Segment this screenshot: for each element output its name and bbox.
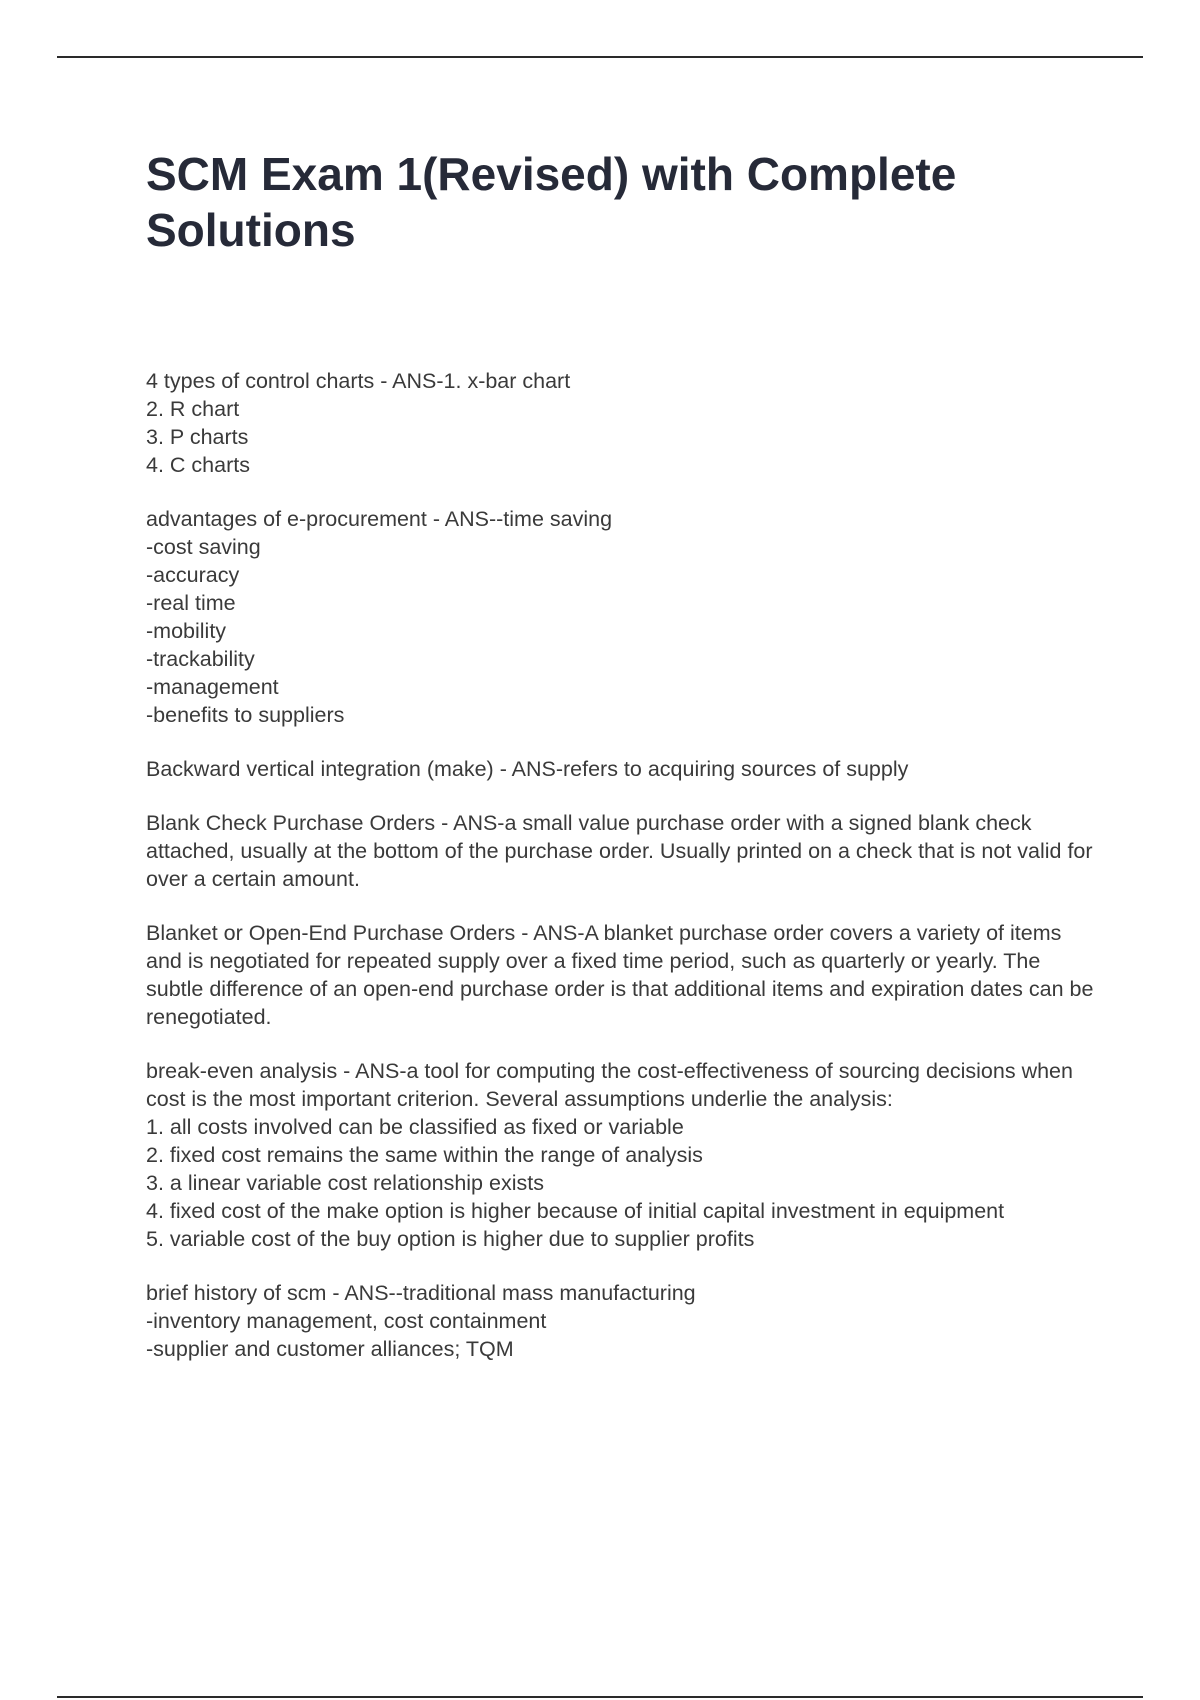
entry-line: -mobility xyxy=(146,619,227,643)
entry-line: 3. a linear variable cost relationship exists xyxy=(146,1171,544,1195)
entry-line: break-even analysis - ANS-a tool for computing the cost-effectiveness of sourcing decisions when cost is the most important criterion. Several assumptions underlie the analysis: xyxy=(146,1059,1073,1111)
entry-line: -real time xyxy=(146,591,236,615)
entry-line: 3. P charts xyxy=(146,425,249,449)
entry-line: 2. R chart xyxy=(146,397,240,421)
entry-blank-check-po xyxy=(146,809,1096,893)
entry-line: -inventory management, cost containment xyxy=(146,1309,547,1333)
entry-backward-integration xyxy=(146,755,1096,783)
entry-line: -accuracy xyxy=(146,563,240,587)
entry-line: advantages of e-procurement - ANS--time saving xyxy=(146,507,613,531)
entry-line: -trackability xyxy=(146,647,255,671)
entry-line: -cost saving xyxy=(146,535,261,559)
entry-line: 4 types of control charts - ANS-1. x-bar chart xyxy=(146,369,571,393)
entry-break-even xyxy=(146,1057,1096,1253)
entry-line: 2. fixed cost remains the same within the range of analysis xyxy=(146,1143,703,1167)
entry-line: -benefits to suppliers xyxy=(146,703,345,727)
entry-control-charts xyxy=(146,367,1096,479)
bottom-rule xyxy=(57,1696,1143,1698)
entry-line: -management xyxy=(146,675,279,699)
entry-line: 1. all costs involved can be classified as fixed or variable xyxy=(146,1115,684,1139)
entry-line: brief history of scm - ANS--traditional mass manufacturing xyxy=(146,1281,696,1305)
entry-e-procurement xyxy=(146,505,1096,729)
entry-line: 4. fixed cost of the make option is higher because of initial capital investment in equipment xyxy=(146,1199,1005,1223)
entry-line: 4. C charts xyxy=(146,453,250,477)
entry-line: 5. variable cost of the buy option is higher due to supplier profits xyxy=(146,1227,755,1251)
entry-line: -supplier and customer alliances; TQM xyxy=(146,1337,514,1361)
entry-line: Backward vertical integration (make) - ANS-refers to acquiring sources of supply xyxy=(146,757,909,781)
entry-scm-history xyxy=(146,1279,1096,1363)
document-title: SCM Exam 1(Revised) with Complete Solutions xyxy=(146,148,957,256)
top-rule xyxy=(57,56,1143,58)
entry-blanket-po xyxy=(146,919,1096,1031)
entry-line: Blanket or Open-End Purchase Orders - ANS-A blanket purchase order covers a variety of items and is negotiated for repeated supply over a fixed time period, such as quarterly or yearly. The subtle difference of an open-end purchase order is that additional items and expiration dates can be renegotiated. xyxy=(146,921,1094,1029)
document-body xyxy=(146,367,1096,1389)
entry-line: Blank Check Purchase Orders - ANS-a small value purchase order with a signed blank check attached, usually at the bottom of the purchase order. Usually printed on a check that is not valid for over a certain amount. xyxy=(146,811,1093,891)
